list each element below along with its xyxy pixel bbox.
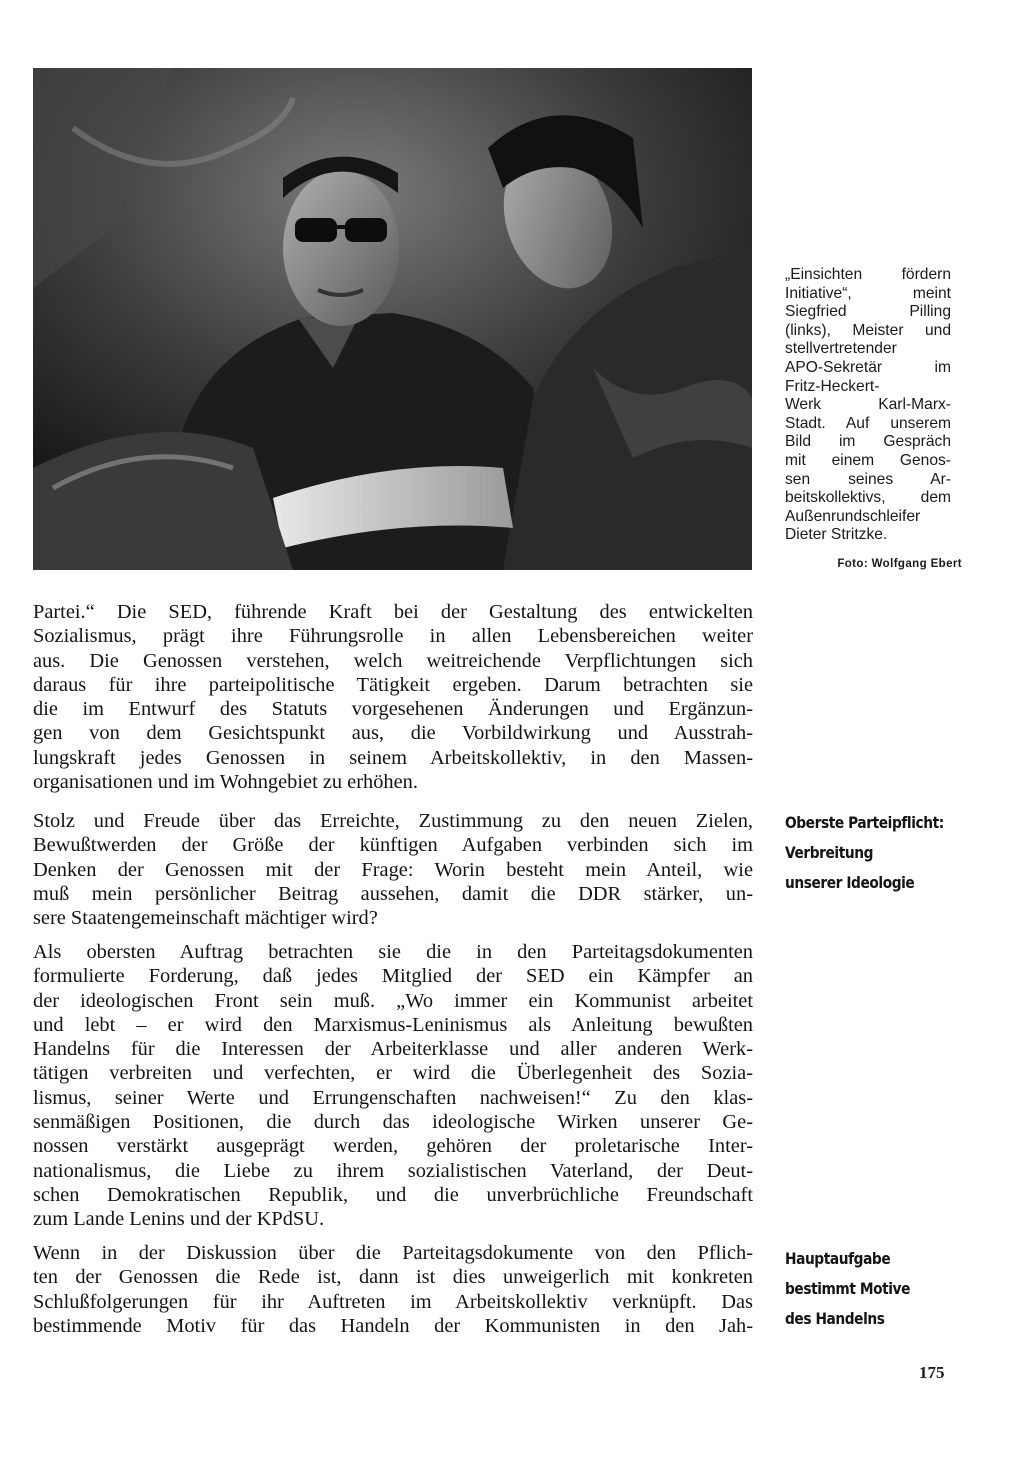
caption-line: stellvertretender: [785, 340, 897, 358]
photo-image: [33, 68, 752, 570]
text-line: schen Demokratischen Republik, und die unverbrüchliche Freundschaft: [33, 1183, 753, 1206]
text-line: nossen verstärkt ausgeprägt werden, gehören der proletarische Inter-: [33, 1135, 753, 1158]
paragraph: [33, 600, 753, 794]
text-line: bestimmende Motiv für das Handeln der Kommunisten in den Jah-: [33, 1314, 753, 1337]
photo-credit: Foto: Wolfgang Ebert: [837, 558, 962, 570]
page-number: 175: [919, 1363, 945, 1382]
caption-line: Werk Karl-Marx-: [785, 396, 951, 414]
text-line: formulierte Forderung, daß jedes Mitglied der SED ein Kämpfer an: [33, 965, 753, 988]
caption-line: Bild im Gespräch: [785, 433, 951, 451]
paragraph: [33, 940, 753, 1232]
margin-note-line: unserer Ideologie: [785, 873, 915, 892]
text-line: zum Lande Lenins und der KPdSU.: [33, 1208, 325, 1231]
caption-line: Stadt. Auf unserem: [785, 414, 951, 432]
text-line: tätigen verbreiten und verfechten, er wird die Überlegenheit des Sozia-: [33, 1062, 753, 1085]
caption-line: sen seines Ar-: [785, 470, 951, 488]
text-line: Handelns für die Interessen der Arbeiterklasse und aller anderen Werk-: [33, 1038, 753, 1061]
margin-note-line: des Handelns: [785, 1309, 885, 1328]
text-line: ten der Genossen die Rede ist, dann ist dies unweigerlich mit konkreten: [33, 1266, 753, 1289]
text-line: lismus, seiner Werte und Errungenschaften nachweisen!“ Zu den klas-: [33, 1086, 753, 1109]
text-line: Als obersten Auftrag betrachten sie die in den Parteitagsdokumenten: [33, 941, 753, 963]
margin-note-line: Verbreitung: [785, 843, 873, 862]
margin-note-line: Oberste Parteipflicht:: [785, 813, 944, 832]
text-line: und lebt – er wird den Marxismus-Leninismus als Anleitung bewußten: [33, 1013, 753, 1036]
text-line: aus. Die Genossen verstehen, welch weitreichende Verpflichtungen sich: [33, 649, 753, 672]
text-line: Schlußfolgerungen für ihr Auftreten im Arbeitskollektiv verknüpft. Das: [33, 1290, 753, 1313]
margin-note-line: bestimmt Motive: [785, 1279, 911, 1298]
caption-line: Dieter Stritzke.: [785, 526, 888, 544]
text-line: der ideologischen Front sein muß. „Wo immer ein Kommunist arbeitet: [33, 989, 753, 1012]
text-line: Partei.“ Die SED, führende Kraft bei der Gestaltung des entwickelten: [33, 601, 753, 623]
text-line: Bewußtwerden der Größe der künftigen Aufgaben verbinden sich im: [33, 834, 753, 857]
text-line: Sozialismus, prägt ihre Führungsrolle in allen Lebensbereichen weiter: [33, 625, 753, 648]
photo-caption: [785, 266, 951, 545]
text-line: gen von dem Gesichtspunkt aus, die Vorbildwirkung und Ausstrah-: [33, 722, 753, 745]
text-line: organisationen und im Wohngebiet zu erhöhen.: [33, 771, 418, 794]
text-line: daraus für ihre parteipolitische Tätigkeit ergeben. Darum betrachten sie: [33, 673, 753, 696]
caption-line: APO-Sekretär im: [785, 358, 951, 376]
text-line: sere Staatengemeinschaft mächtiger wird?: [33, 907, 378, 930]
caption-line: Außenrundschleifer: [785, 507, 921, 525]
caption-line: beitskollektivs, dem: [785, 489, 951, 507]
text-line: lungskraft jedes Genossen in seinem Arbeitskollektiv, in den Massen-: [33, 746, 753, 769]
text-line: Denken der Genossen mit der Frage: Worin besteht mein Anteil, wie: [33, 858, 753, 881]
text-line: Stolz und Freude über das Erreichte, Zustimmung zu den neuen Zielen,: [33, 810, 753, 832]
caption-line: Fritz-Heckert-: [785, 377, 880, 395]
caption-line: Siegfried Pilling: [785, 303, 951, 321]
text-line: muß mein persönlicher Beitrag aussehen, damit die DDR stärker, un-: [33, 882, 753, 905]
margin-note-line: Hauptaufgabe: [785, 1249, 891, 1268]
paragraph: [33, 809, 753, 930]
text-line: Wenn in der Diskussion über die Parteitagsdokumente von den Pflich-: [33, 1242, 753, 1264]
text-line: nationalismus, die Liebe zu ihrem sozialistischen Vaterland, der Deut-: [33, 1159, 753, 1182]
margin-note: [785, 1244, 957, 1334]
text-line: die im Entwurf des Statuts vorgesehenen Änderungen und Ergänzun-: [33, 698, 753, 721]
photo-two-workers: [33, 68, 752, 570]
caption-line: „Einsichten fördern: [785, 266, 951, 283]
paragraph: [33, 1241, 753, 1338]
caption-line: Initiative“, meint: [785, 284, 951, 302]
margin-note: [785, 808, 957, 898]
text-line: senmäßigen Positionen, die durch das ideologische Wirken unserer Ge-: [33, 1111, 753, 1134]
caption-line: (links), Meister und: [785, 321, 951, 339]
caption-line: mit einem Genos-: [785, 451, 951, 469]
